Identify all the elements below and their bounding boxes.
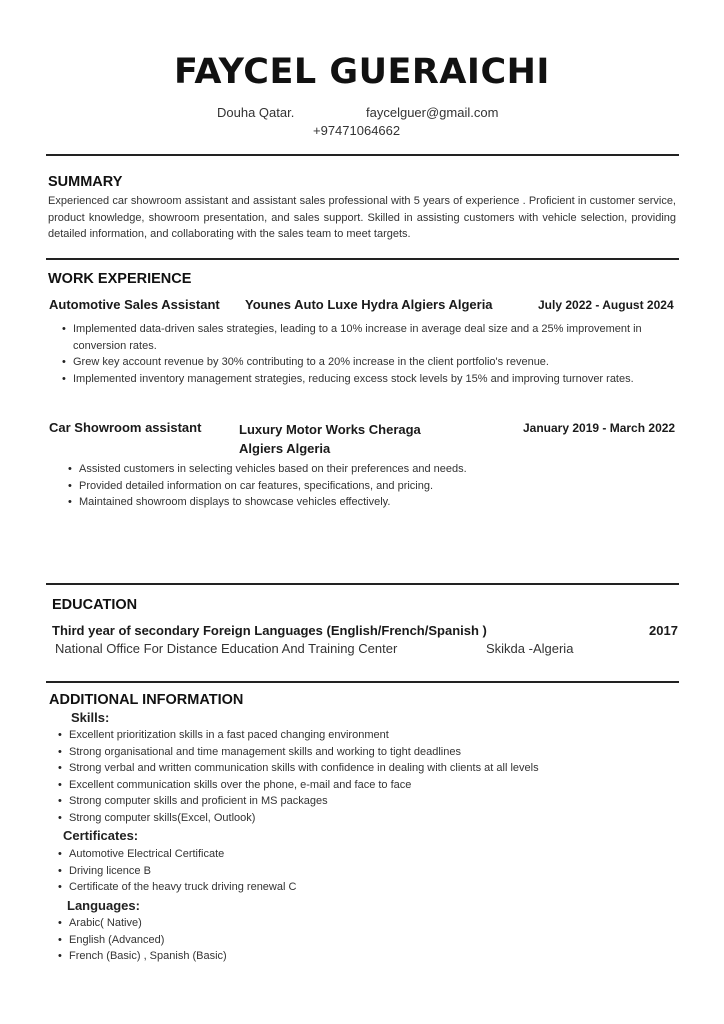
work-heading: WORK EXPERIENCE [48,271,192,287]
job-role: Automotive Sales Assistant [49,297,220,312]
education-heading: EDUCATION [52,597,138,613]
list-item: • Implemented inventory management strategies, reducing excess stock levels by 15% and improving turnover rates. [61,371,661,388]
job-role: Car Showroom assistant [49,420,202,435]
languages-list [57,915,657,965]
skills-list [57,727,697,826]
skills-label: Skills: [71,710,110,725]
list-item: • French (Basic) , Spanish (Basic) [57,948,657,965]
education-year: 2017 [649,623,678,638]
list-item: • Provided detailed information on car features, specifications, and pricing. [67,478,667,495]
list-item: • Implemented data-driven sales strategies, leading to a 10% increase in average deal size and a 25% improvement in conversion rates. [61,321,661,354]
job-dates: January 2019 - March 2022 [523,421,676,435]
summary-heading: SUMMARY [48,174,123,190]
list-item: • Strong computer skills and proficient in MS packages [57,793,697,810]
job-bullets [61,321,661,387]
list-item: • Excellent prioritization skills in a fast paced changing environment [57,727,697,744]
list-item: • Grew key account revenue by 30% contributing to a 20% increase in the client portfolio's revenue. [61,354,661,371]
contact-location: Douha Qatar. [217,105,295,120]
list-item: • Driving licence B [57,863,657,880]
list-item: • Excellent communication skills over the phone, e-mail and face to face [57,777,697,794]
certificates-label: Certificates: [63,828,139,843]
list-item: • Strong computer skills(Excel, Outlook) [57,810,697,827]
divider [46,154,679,156]
list-item: • English (Advanced) [57,932,657,949]
job-company: Luxury Motor Works Cheraga Algiers Algeria [239,422,421,456]
contact-phone: +97471064662 [313,123,401,138]
divider [46,583,679,585]
divider [46,258,679,260]
list-item: • Assisted customers in selecting vehicles based on their preferences and needs. [67,461,667,478]
additional-heading: ADDITIONAL INFORMATION [49,692,244,708]
languages-label: Languages: [67,898,140,913]
divider [46,681,679,683]
job-company: Younes Auto Luxe Hydra Algiers Algeria [245,297,493,312]
list-item: • Strong verbal and written communication skills with confidence in dealing with clients at all levels [57,760,697,777]
list-item: • Strong organisational and time management skills and working to tight deadlines [57,744,697,761]
candidate-name: FAYCEL GUERAICHI [174,52,550,92]
job-bullets [67,461,667,511]
education-degree: Third year of secondary Foreign Languages (English/French/Spanish ) [52,623,487,638]
education-school: National Office For Distance Education And Training Center [55,641,398,656]
contact-email: faycelguer@gmail.com [366,105,499,120]
summary-text: Experienced car showroom assistant and assistant sales professional with 5 years of experience . Proficient in customer service, product knowledge, showroom presentation, and sales support. Skilled in assisting customers with vehicle selection, providing detailed information, and collaborating with the sales team to meet targets. [48,195,676,240]
certificates-list [57,846,657,896]
list-item: • Automotive Electrical Certificate [57,846,657,863]
list-item: • Arabic( Native) [57,915,657,932]
list-item: • Maintained showroom displays to showcase vehicles effectively. [67,494,667,511]
list-item: • Certificate of the heavy truck driving renewal C [57,879,657,896]
job-dates: July 2022 - August 2024 [538,298,674,312]
education-location: Skikda -Algeria [486,641,574,656]
